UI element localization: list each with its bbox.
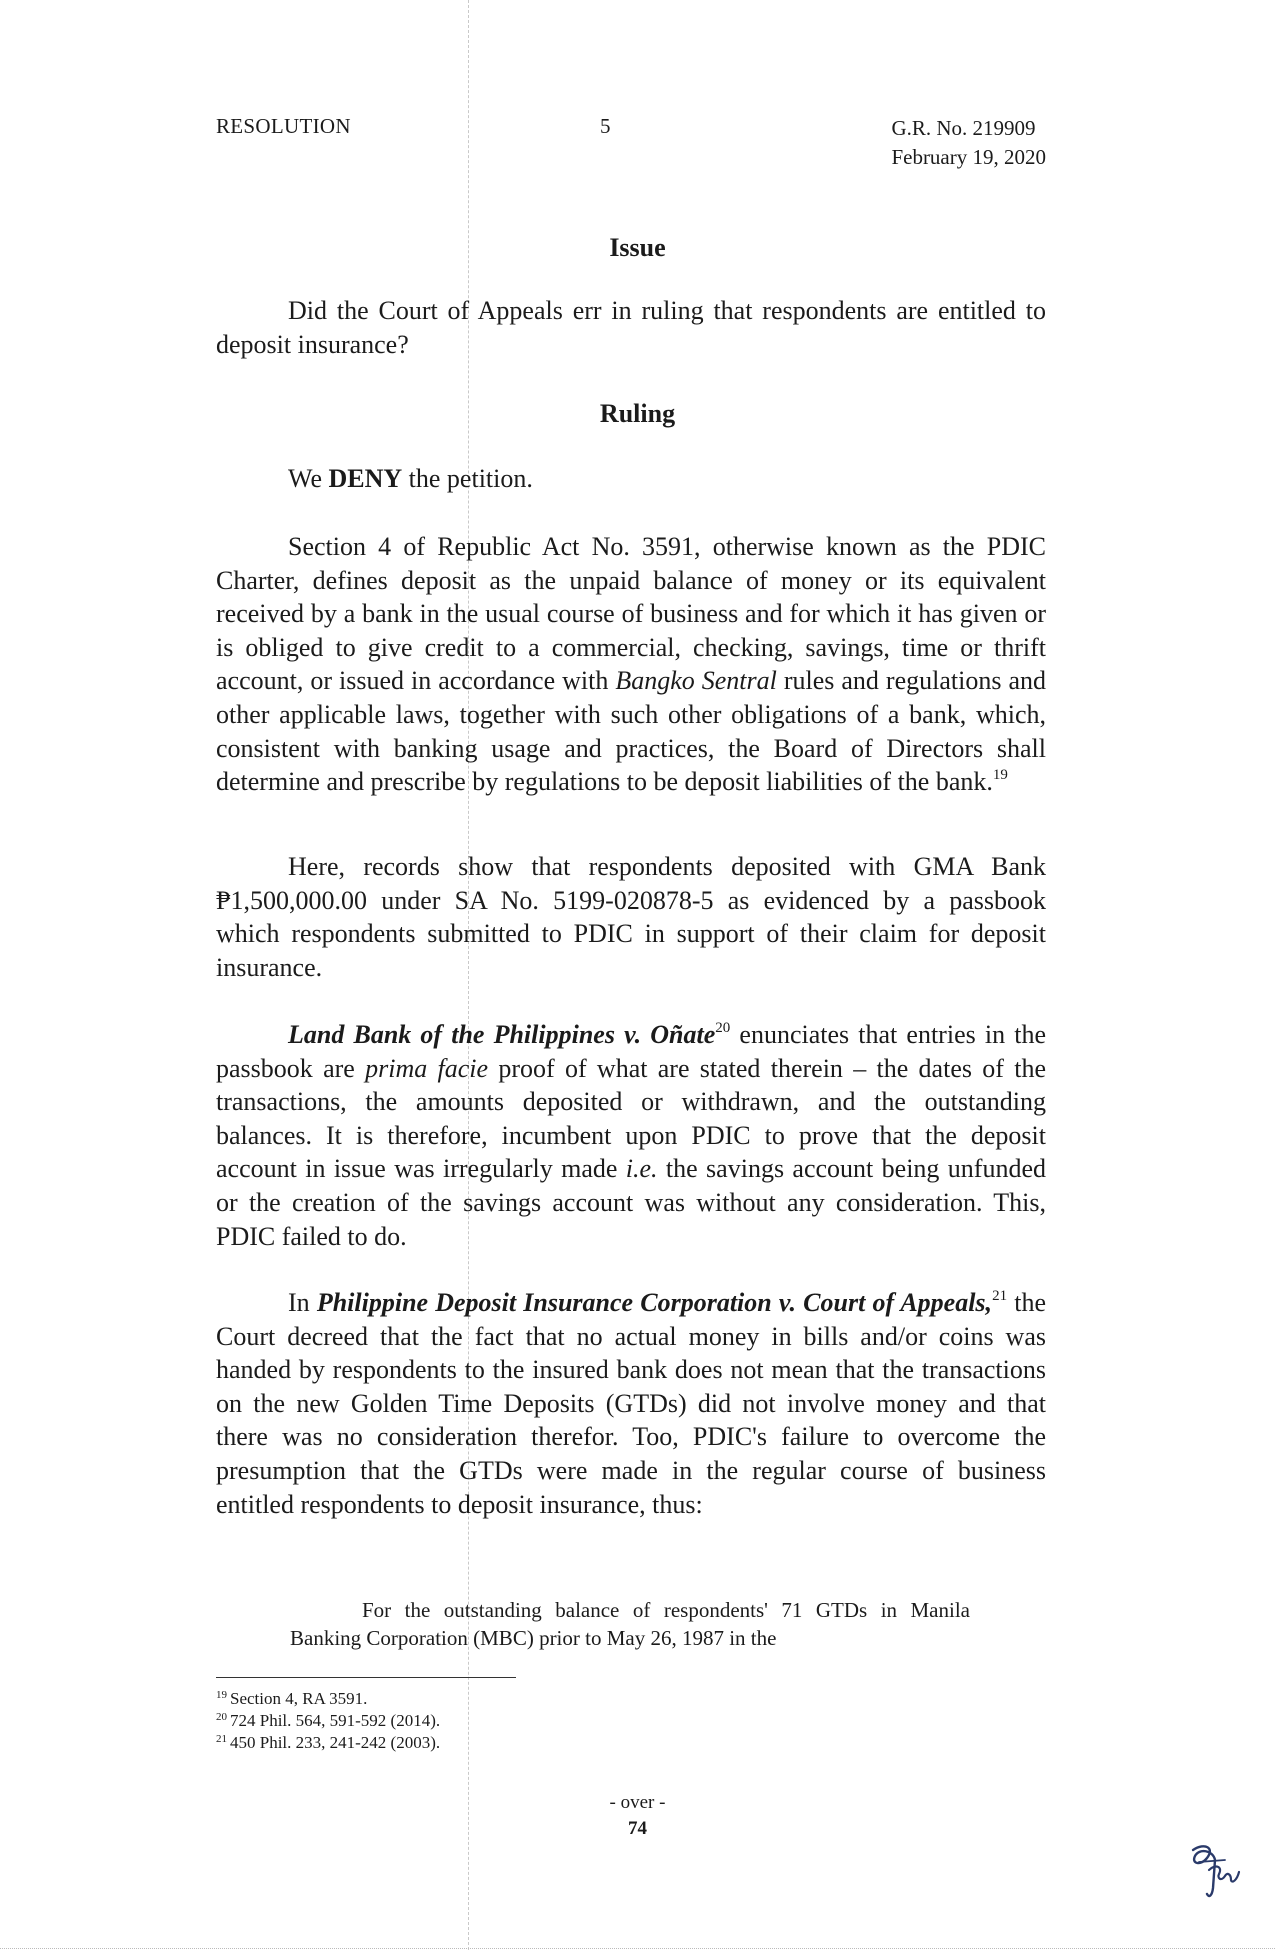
block-quote: For the outstanding balance of respondents' 71 GTDs in Manila Banking Corporation (MBC) prior to May 26, 1987 in the [290,1598,970,1650]
paragraph-pdic: In Philippine Deposit Insurance Corporation v. Court of Appeals,$^{21}$ the Court decreed that the fact that no actual money in bills and/or coins was handed by respondents to the insured bank does not mean that the transactions on the new Golden Time Deposits (GTDs) did not involve money and that there was no consideration therefor. Too, PDIC's failure to overcome the presumption that the GTDs were made in the regular course of business entitled respondents to deposit insurance, thus: [216,1288,1046,1519]
case-date: February 19, 2020 [891,145,1046,169]
deny-emphasis: DENY [328,464,403,493]
case-citation-pdic: Philippine Deposit Insurance Corporation v. Court of Appeals, [316,1288,993,1317]
footnote-ref-19[interactable]: 19 [992,767,1008,784]
ie-italic: i.e. [625,1154,658,1184]
footnote-20: $^{20}$ 724 Phil. 564, 591-592 (2014). [216,1711,441,1730]
document-type: RESOLUTION [216,114,351,138]
prima-facie-italic: prima facie [365,1053,489,1083]
bangko-sentral-italic: Bangko Sentral [615,666,777,696]
paragraph-land-bank: Land Bank of the Philippines v. Oñate$^{20}$ enunciates that entries in the passbook are prima facie proof of what are stated therein – the dates of the transactions, the amounts deposited or withdrawn, and the outstanding balances. It is therefore, incumbent upon PDIC to prove that the deposit account in issue was irregularly made i.e. the savings account being unfunded or the creation of the savings account was without any consideration. This, PDIC failed to do. [216,1020,1046,1251]
issue-heading: Issue [609,233,666,262]
sheet-number: 74 [628,1818,647,1839]
footnote-divider [216,1677,516,1678]
paragraph-records: Here, records show that respondents deposited with GMA Bank ₱1,500,000.00 under SA No. 5199-020878-5 as evidenced by a passbook which respondents submitted to PDIC in support of their claim for deposit insurance. [216,852,1046,982]
footnote-ref-21[interactable]: 21 [992,1288,1008,1304]
case-reference [891,114,1046,172]
page-number: 5 [600,114,611,138]
footnote-ref-20[interactable]: 20 [715,1020,731,1036]
footnote-19: $^{19}$ Section 4, RA 3591. [216,1689,368,1708]
paragraph-section-4: Section 4 of Republic Act No. 3591, otherwise known as the PDIC Charter, defines deposit as the unpaid balance of money or its equivalent received by a bank in the usual course of business and for which it has given or is obliged to give credit to a commercial, checking, savings, time or thrift account, or issued in accordance with Bangko Sentral rules and regulations and other applicable laws, together with such other obligations of a bank, which, consistent with banking usage and practices, the Board of Directors shall determine and prescribe by regulations to be deposit liabilities of the bank.$^{19}$ [216,532,1046,797]
footnote-21: $^{21}$ 450 Phil. 233, 241-242 (2003). [216,1733,441,1752]
handwritten-initials-icon [1185,1840,1245,1902]
continued-marker: - over - [609,1792,666,1813]
case-citation-land-bank: Land Bank of the Philippines v. Oñate [288,1020,716,1049]
ruling-heading: Ruling [599,399,676,428]
page-bottom-edge [0,1948,1275,1949]
issue-question: Did the Court of Appeals err in ruling that respondents are entitled to deposit insurance? [216,296,1046,359]
footnotes [216,1688,440,1754]
ruling-statement: We DENY the petition. [288,464,533,493]
case-number: G.R. No. 219909 [891,116,1036,140]
